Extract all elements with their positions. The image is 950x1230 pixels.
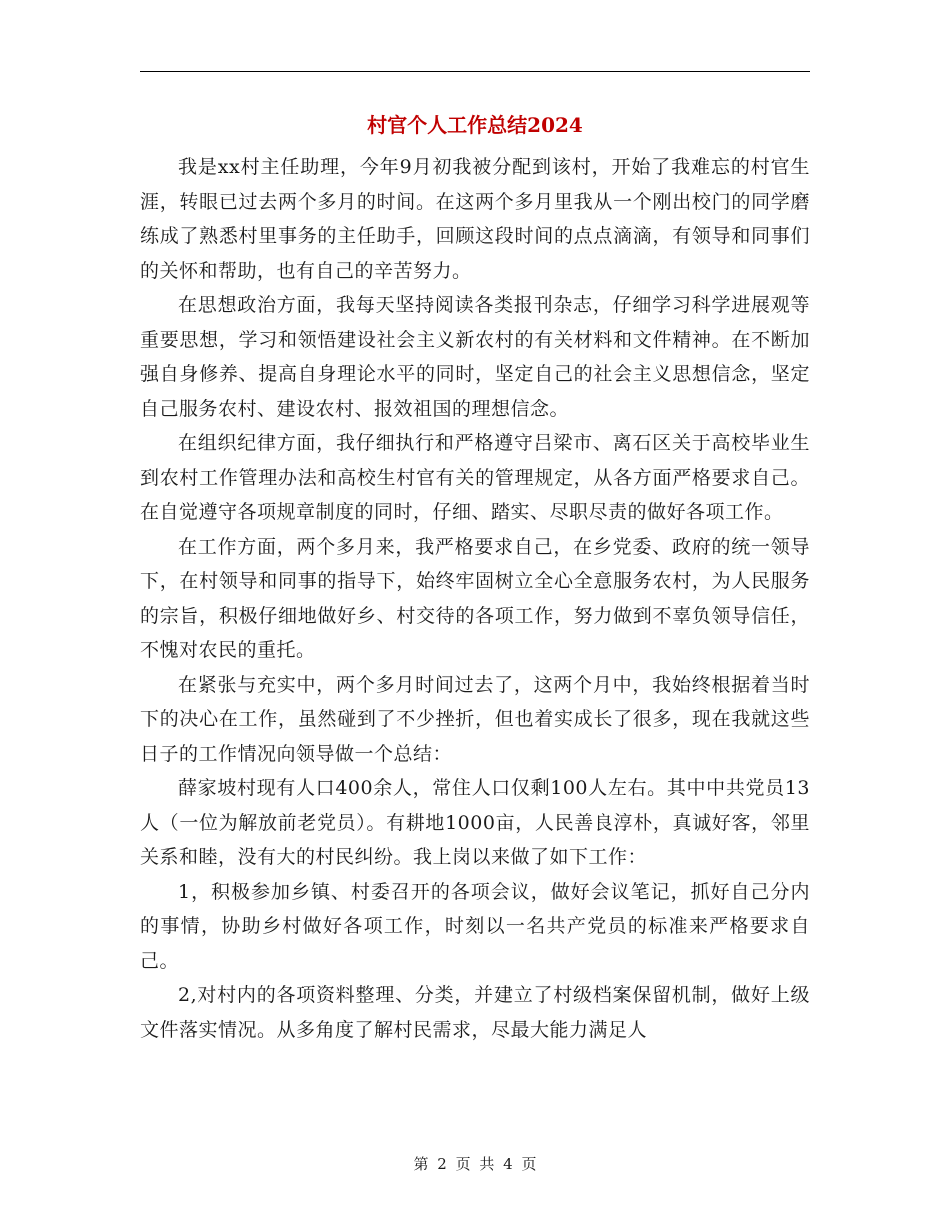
paragraph-village-profile: 薛家坡村现有人口400余人，常住人口仅剩100人左右。其中中共党员13人（一位为解放前老党员）。有耕地1000亩，人民善良淳朴，真诚好客，邻里关系和睦，没有大的村民纠纷。我上岗以来做了如下工作： [140, 777, 810, 868]
document-title: 村官个人工作总结2024 [367, 113, 583, 137]
paragraph-discipline: 在组织纪律方面，我仔细执行和严格遵守吕梁市、离石区关于高校毕业生到农村工作管理办法和高校生村官有关的管理规定，从各方面严格要求自己。在自觉遵守各项规章制度的同时，仔细、踏实、尽职尽责的做好各项工作。 [140, 432, 810, 523]
paragraph-work: 在工作方面，两个多月来，我严格要求自己，在乡党委、政府的统一领导下，在村领导和同事的指导下，始终牢固树立全心全意服务农村，为人民服务的宗旨，积极仔细地做好乡、村交待的各项工作，努力做到不辜负领导信任，不愧对农民的重托。 [140, 535, 810, 661]
paragraph-political: 在思想政治方面，我每天坚持阅读各类报刊杂志，仔细学习科学进展观等重要思想，学习和领悟建设社会主义新农村的有关材料和文件精神。在不断加强自身修养、提高自身理论水平的同时，坚定自己的社会主义思想信念，坚定自己服务农村、建设农村、报效祖国的理想信念。 [140, 294, 810, 420]
document-body [140, 150, 810, 1047]
paragraph-intro: 我是xx村主任助理，今年9月初我被分配到该村，开始了我难忘的村官生涯，转眼已过去两个多月的时间。在这两个多月里我从一个刚出校门的同学磨练成了熟悉村里事务的主任助手，回顾这段时间的点点滴滴，有领导和同事们的关怀和帮助，也有自己的辛苦努力。 [140, 156, 810, 282]
paragraph-item-1: 1，积极参加乡镇、村委召开的各项会议，做好会议笔记，抓好自己分内的事情，协助乡村做好各项工作，时刻以一名共产党员的标准来严格要求自己。 [140, 880, 810, 972]
page-number: 第 2 页 共 4 页 [413, 1155, 537, 1173]
header-rule [140, 71, 810, 72]
paragraph-item-2: 2,对村内的各项资料整理、分类，并建立了村级档案保留机制，做好上级文件落实情况。从多角度了解村民需求，尽最大能力满足人 [140, 984, 810, 1041]
paragraph-summary-intro: 在紧张与充实中，两个多月时间过去了，这两个月中，我始终根据着当时下的决心在工作，虽然碰到了不少挫折，但也着实成长了很多，现在我就这些日子的工作情况向领导做一个总结： [140, 673, 810, 765]
